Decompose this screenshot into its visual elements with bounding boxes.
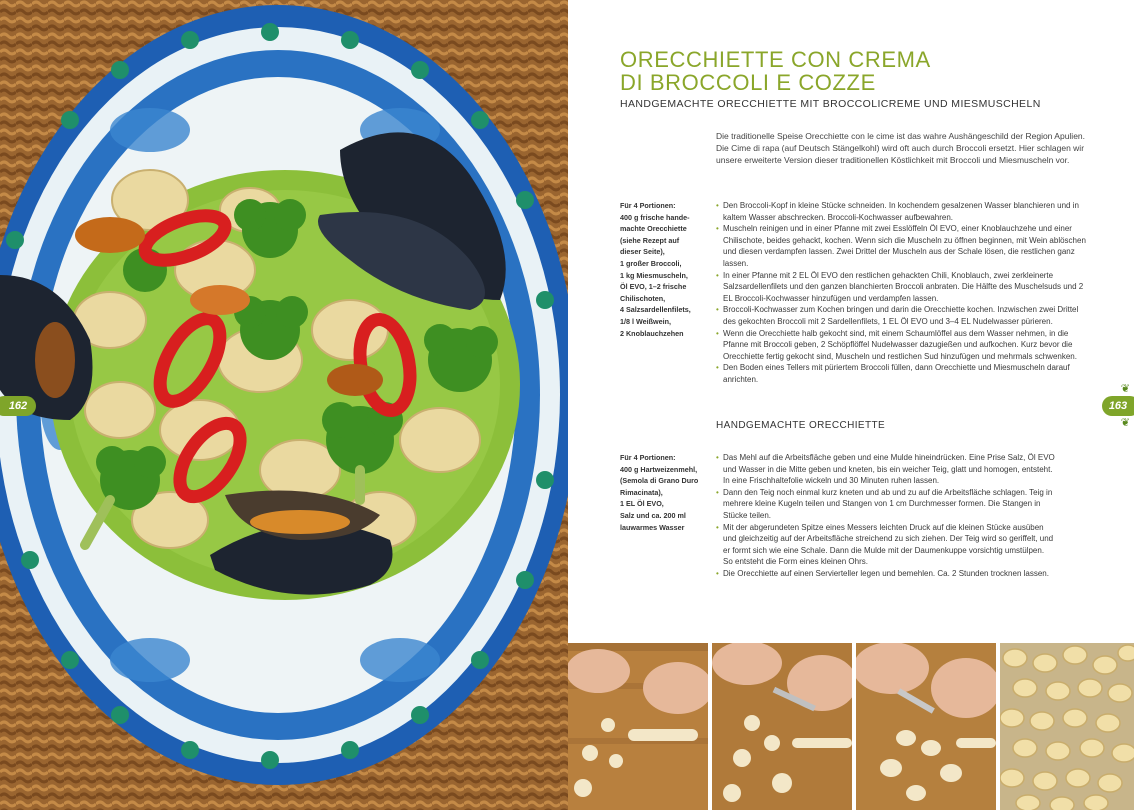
recipe-ingredients bbox=[620, 200, 702, 339]
recipe-intro: Die traditionelle Speise Orecchiette con le cime ist das wahre Aushängeschild der Region Apulien. Die Cime di rapa (auf Deutsch Stängelkohl) wird oft auch durch Broccoli ersetzt. Hier schlagen wir unsere erweiterte Version dieser traditionellen Köstlichkeit mit Broccoli und Miesmuscheln vor. bbox=[716, 131, 1086, 165]
orecchiette-step: • Dann den Teig noch einmal kurz kneten und ab und zu auf die Arbeitsfläche schlagen. Teig in mehrere kleine Kugeln teilen und Stangen von 1 cm Durchmesser formen. Die Stangen in Stücke teilen. bbox=[716, 487, 1056, 522]
orecchiette-steps bbox=[716, 452, 1056, 580]
orecchiette-step: • Das Mehl auf die Arbeitsfläche geben und eine Mulde hineindrücken. Eine Prise Salz, Öl EVO und Wasser in die Mitte geben und kneten, bis ein weicher Teig, glatt und homogen, entsteht. In eine Frischhaltefolie wickeln und 30 Minuten ruhen lassen. bbox=[716, 452, 1056, 487]
ingredient-line: 1 großer Broccoli, bbox=[620, 258, 682, 268]
ingredient-line: Rimacinata), bbox=[620, 487, 663, 497]
recipe-title-line1: ORECCHIETTE CON CREMA bbox=[620, 47, 931, 72]
recipe-steps bbox=[716, 200, 1088, 386]
ingredient-line: Für 4 Portionen: bbox=[620, 453, 676, 462]
step-photo-rolling bbox=[568, 643, 708, 810]
ingredient-line: Chilischoten, bbox=[620, 293, 666, 303]
ingredient-line: 2 Knoblauchzehen bbox=[620, 328, 684, 338]
page-number-right: 163 bbox=[1102, 396, 1134, 416]
step-photo-cutting bbox=[712, 643, 852, 810]
orecchiette-step: • Mit der abgerundeten Spitze eines Messers leichten Druck auf die kleinen Stücke ausüben und gleichzeitig auf der Arbeitsfläche streichend zu sich ziehen. Der Teig wird so geriffelt, und er formt sich wie eine Schale. Dann die Mulde mit der Daumenkuppe vorsichtig umstülpen. So entsteht die Form eines kleinen Ohrs. bbox=[716, 522, 1056, 568]
ingredient-line: Öl EVO, 1–2 frische bbox=[620, 282, 687, 292]
recipe-subtitle: HANDGEMACHTE ORECCHIETTE MIT BROCCOLICREME UND MIESMUSCHELN bbox=[620, 98, 1041, 110]
recipe-step: • Wenn die Orecchiette halb gekocht sind, mit einem Schaumlöffel aus dem Wasser nehmen, in die Pfanne mit Broccoli geben, 2 Schöpflöffel Nudelwasser dazugießen und aufkochen. Kurz bevor die Orecchiette fertig gekocht sind, Muscheln und restlichen Sud hinzufügen und mehrmals schwenken. bbox=[716, 328, 1088, 363]
recipe-step: • Den Boden eines Tellers mit püriertem Broccoli füllen, dann Orecchiette und Miesmuscheln darauf anrichten. bbox=[716, 362, 1088, 385]
step-photo-shaping bbox=[856, 643, 996, 810]
orecchiette-step: • Die Orecchiette auf einen Servierteller legen und bemehlen. Ca. 2 Stunden trocknen lassen. bbox=[716, 568, 1056, 580]
step-photo-strip bbox=[568, 643, 1134, 810]
recipe-step: • Broccoli-Kochwasser zum Kochen bringen und darin die Orecchiette kochen. Inzwischen zwei Drittel des gekochten Broccoli mit 2 Sardellenfilets, 1 EL Öl EVO und 3–4 EL Nudelwasser pürieren. bbox=[716, 304, 1088, 327]
recipe-step: • Den Broccoli-Kopf in kleine Stücke schneiden. In kochendem gesalzenen Wasser blanchieren und in kaltem Wasser abschrecken. Broccoli-Kochwasser aufbewahren. bbox=[716, 200, 1088, 223]
recipe-title bbox=[620, 48, 931, 94]
step-photo-finished-orecchiette bbox=[1000, 643, 1134, 810]
ingredient-line: (siehe Rezept auf bbox=[620, 235, 680, 245]
ingredient-line: 1/8 l Weißwein, bbox=[620, 316, 671, 326]
page-number-left: 162 bbox=[0, 396, 36, 416]
ingredient-line: 1 kg Miesmuscheln, bbox=[620, 270, 688, 280]
orecchiette-ingredients bbox=[620, 452, 702, 533]
ingredient-line: machte Orecchiette bbox=[620, 224, 687, 234]
ingredient-line: 400 g Hartweizenmehl, bbox=[620, 464, 698, 474]
ingredient-line: Für 4 Portionen: bbox=[620, 201, 676, 210]
recipe-page bbox=[568, 0, 1134, 640]
recipe-title-line2: DI BROCCOLI E COZZE bbox=[620, 70, 876, 95]
ingredient-line: lauwarmes Wasser bbox=[620, 522, 685, 532]
recipe-step: • Muscheln reinigen und in einer Pfanne mit zwei Esslöffeln Öl EVO, einer Knoblauchzehe und einer Chilischote, beides gehackt, kochen. Wenn sich die Muscheln zu öffnen beginnen, mit Wein ablöschen und diesen verdampfen lassen. Zwei Drittel der Muscheln aus der Schale lösen, die restlichen ganz lassen. bbox=[716, 223, 1088, 269]
orecchiette-title: HANDGEMACHTE ORECCHIETTE bbox=[716, 420, 886, 431]
ingredient-line: 1 EL Öl EVO, bbox=[620, 499, 664, 509]
ingredient-line: (Semola di Grano Duro bbox=[620, 476, 699, 486]
ingredient-line: Salz und ca. 200 ml bbox=[620, 510, 686, 520]
leaf-decoration-icon: ❦ bbox=[1120, 383, 1130, 395]
ingredient-line: dieser Seite), bbox=[620, 247, 665, 257]
leaf-decoration-icon: ❦ bbox=[1120, 417, 1130, 429]
ingredient-line: 4 Salzsardellenfilets, bbox=[620, 305, 691, 315]
recipe-step: • In einer Pfanne mit 2 EL Öl EVO den restlichen gehackten Chili, Knoblauch, zwei zerkleinerte Salzsardellenfilets und den ganzen blanchierten Broccoli anbraten. Die Hälfte des Muschelsuds und 2 EL Broccoli-Kochwasser hinzufügen und verdampfen lassen. bbox=[716, 270, 1088, 305]
ingredient-line: 400 g frische hande- bbox=[620, 212, 690, 222]
